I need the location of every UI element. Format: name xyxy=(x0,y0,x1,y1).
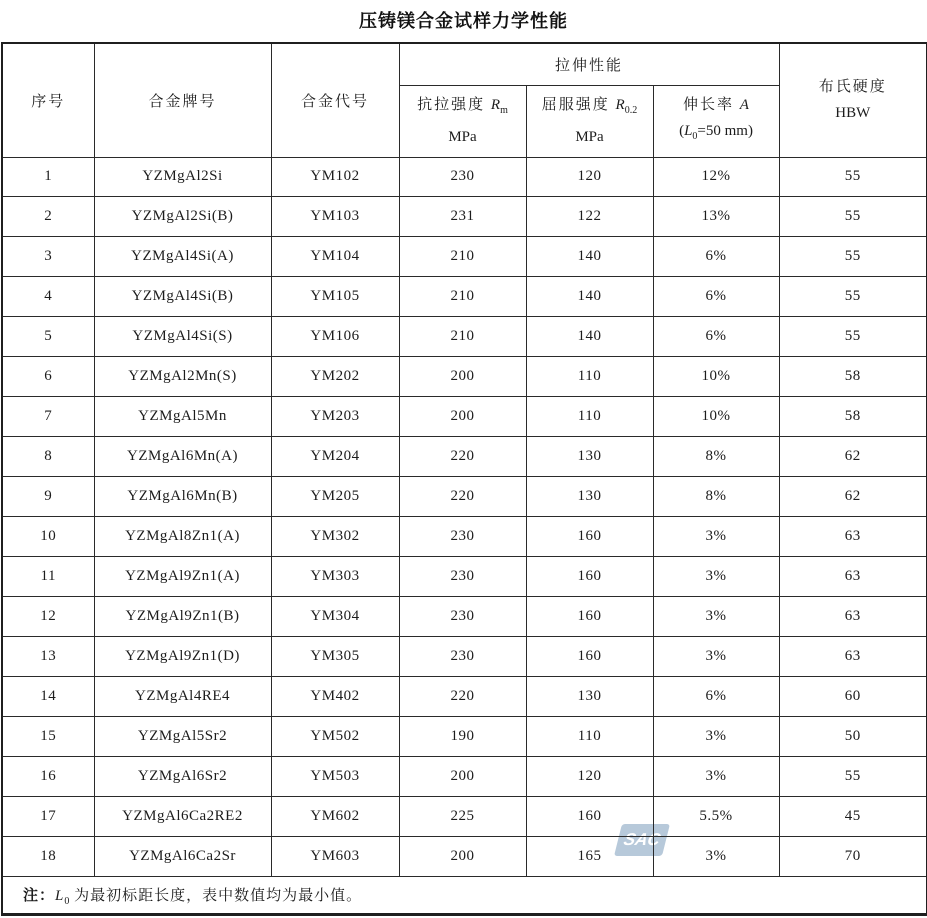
cell-serial: 9 xyxy=(2,477,94,517)
cell-grade: YZMgAl9Zn1(D) xyxy=(94,637,271,677)
cell-yield-strength: 130 xyxy=(526,437,653,477)
cell-tensile-strength: 220 xyxy=(399,437,526,477)
col-header-tensile-group: 拉伸性能 xyxy=(399,43,779,85)
cell-yield-strength: 122 xyxy=(526,197,653,237)
cell-elongation: 5.5% xyxy=(653,797,779,837)
tensile-strength-subscript: m xyxy=(500,105,508,116)
cell-grade: YZMgAl6Mn(B) xyxy=(94,477,271,517)
tensile-strength-unit: MPa xyxy=(448,129,477,145)
cell-code: YM205 xyxy=(271,477,399,517)
cell-hardness: 55 xyxy=(779,277,927,317)
cell-serial: 11 xyxy=(2,557,94,597)
cell-hardness: 63 xyxy=(779,597,927,637)
cell-hardness: 55 xyxy=(779,157,927,197)
cell-hardness: 62 xyxy=(779,437,927,477)
cell-tensile-strength: 230 xyxy=(399,597,526,637)
cell-tensile-strength: 200 xyxy=(399,757,526,797)
cell-code: YM602 xyxy=(271,797,399,837)
cell-code: YM603 xyxy=(271,836,399,876)
col-header-code: 合金代号 xyxy=(271,43,399,157)
col-header-hardness xyxy=(779,43,927,157)
table-row xyxy=(2,637,927,677)
yield-strength-unit: MPa xyxy=(575,129,604,145)
cell-hardness: 60 xyxy=(779,677,927,717)
table-row xyxy=(2,477,927,517)
cell-hardness: 63 xyxy=(779,517,927,557)
cell-code: YM502 xyxy=(271,717,399,757)
table-row xyxy=(2,277,927,317)
cell-hardness: 50 xyxy=(779,717,927,757)
cell-hardness: 55 xyxy=(779,237,927,277)
cell-tensile-strength: 210 xyxy=(399,317,526,357)
table-row xyxy=(2,237,927,277)
sac-watermark-text: SAC xyxy=(621,830,663,849)
cell-serial: 15 xyxy=(2,717,94,757)
cell-yield-strength: 110 xyxy=(526,397,653,437)
cell-grade: YZMgAl4Si(A) xyxy=(94,237,271,277)
cell-serial: 7 xyxy=(2,397,94,437)
table-row xyxy=(2,557,927,597)
cell-grade: YZMgAl9Zn1(B) xyxy=(94,597,271,637)
cell-serial: 8 xyxy=(2,437,94,477)
elongation-cond-subscript: 0 xyxy=(692,131,698,142)
cell-code: YM302 xyxy=(271,517,399,557)
cell-code: YM503 xyxy=(271,757,399,797)
cell-tensile-strength: 230 xyxy=(399,557,526,597)
cell-grade: YZMgAl2Si(B) xyxy=(94,197,271,237)
cell-grade: YZMgAl5Mn xyxy=(94,397,271,437)
note-symbol: L xyxy=(55,887,65,904)
cell-code: YM102 xyxy=(271,157,399,197)
cell-yield-strength: 160 xyxy=(526,557,653,597)
cell-serial: 14 xyxy=(2,677,94,717)
cell-tensile-strength: 225 xyxy=(399,797,526,837)
cell-hardness: 58 xyxy=(779,357,927,397)
cell-code: YM103 xyxy=(271,197,399,237)
elongation-cond-open: ( xyxy=(679,123,685,139)
cell-grade: YZMgAl4RE4 xyxy=(94,677,271,717)
table-row xyxy=(2,357,927,397)
cell-elongation: 10% xyxy=(653,357,779,397)
table-row xyxy=(2,757,927,797)
cell-yield-strength: 120 xyxy=(526,757,653,797)
cell-grade: YZMgAl4Si(S) xyxy=(94,317,271,357)
tensile-strength-label: 抗拉强度 xyxy=(417,97,486,113)
table-row xyxy=(2,597,927,637)
cell-elongation: 8% xyxy=(653,477,779,517)
table-row xyxy=(2,517,927,557)
elongation-label: 伸长率 xyxy=(683,97,735,113)
cell-elongation: 3% xyxy=(653,517,779,557)
cell-elongation: 12% xyxy=(653,157,779,197)
cell-hardness: 55 xyxy=(779,197,927,237)
cell-yield-strength: 130 xyxy=(526,677,653,717)
cell-tensile-strength: 200 xyxy=(399,836,526,876)
cell-elongation: 10% xyxy=(653,397,779,437)
cell-grade: YZMgAl6Ca2RE2 xyxy=(94,797,271,837)
cell-hardness: 55 xyxy=(779,317,927,357)
cell-code: YM402 xyxy=(271,677,399,717)
cell-elongation: 3% xyxy=(653,757,779,797)
cell-hardness: 63 xyxy=(779,557,927,597)
cell-code: YM303 xyxy=(271,557,399,597)
cell-grade: YZMgAl2Mn(S) xyxy=(94,357,271,397)
cell-elongation: 6% xyxy=(653,277,779,317)
cell-tensile-strength: 200 xyxy=(399,397,526,437)
cell-elongation: 3% xyxy=(653,597,779,637)
cell-hardness: 55 xyxy=(779,757,927,797)
cell-tensile-strength: 210 xyxy=(399,277,526,317)
cell-hardness: 45 xyxy=(779,797,927,837)
hardness-unit: HBW xyxy=(835,105,871,122)
cell-serial: 6 xyxy=(2,357,94,397)
cell-grade: YZMgAl8Zn1(A) xyxy=(94,517,271,557)
cell-elongation: 8% xyxy=(653,437,779,477)
cell-elongation: 6% xyxy=(653,317,779,357)
cell-elongation: 3% xyxy=(653,836,779,876)
cell-elongation: 13% xyxy=(653,197,779,237)
cell-grade: YZMgAl2Si xyxy=(94,157,271,197)
elongation-cond-symbol: L xyxy=(684,123,693,139)
cell-serial: 1 xyxy=(2,157,94,197)
cell-yield-strength: 160 xyxy=(526,797,653,837)
cell-serial: 5 xyxy=(2,317,94,357)
col-header-grade: 合金牌号 xyxy=(94,43,271,157)
cell-tensile-strength: 230 xyxy=(399,517,526,557)
note-subscript: 0 xyxy=(64,895,70,907)
note-text: 为最初标距长度，表中数值均为最小值。 xyxy=(69,887,363,904)
cell-tensile-strength: 200 xyxy=(399,357,526,397)
cell-code: YM202 xyxy=(271,357,399,397)
cell-grade: YZMgAl6Mn(A) xyxy=(94,437,271,477)
cell-code: YM105 xyxy=(271,277,399,317)
yield-strength-symbol: R xyxy=(615,97,625,113)
table-row xyxy=(2,797,927,837)
cell-tensile-strength: 220 xyxy=(399,477,526,517)
table-row xyxy=(2,157,927,197)
yield-strength-label: 屈服强度 xyxy=(541,97,610,113)
page-title: 压铸镁合金试样力学性能 xyxy=(359,11,568,31)
cell-grade: YZMgAl9Zn1(A) xyxy=(94,557,271,597)
cell-code: YM204 xyxy=(271,437,399,477)
cell-code: YM104 xyxy=(271,237,399,277)
note-label: 注： xyxy=(23,886,56,904)
col-header-elongation xyxy=(653,85,779,157)
yield-strength-subscript: 0.2 xyxy=(624,105,638,116)
cell-hardness: 70 xyxy=(779,836,927,876)
cell-yield-strength: 140 xyxy=(526,237,653,277)
cell-hardness: 58 xyxy=(779,397,927,437)
cell-elongation: 6% xyxy=(653,237,779,277)
table-row xyxy=(2,677,927,717)
cell-code: YM106 xyxy=(271,317,399,357)
cell-serial: 12 xyxy=(2,597,94,637)
cell-tensile-strength: 220 xyxy=(399,677,526,717)
cell-elongation: 6% xyxy=(653,677,779,717)
alloy-properties-table xyxy=(1,42,927,916)
col-header-serial: 序号 xyxy=(2,43,94,157)
cell-yield-strength: 110 xyxy=(526,357,653,397)
cell-grade: YZMgAl6Sr2 xyxy=(94,757,271,797)
cell-tensile-strength: 231 xyxy=(399,197,526,237)
cell-yield-strength: 130 xyxy=(526,477,653,517)
cell-hardness: 62 xyxy=(779,477,927,517)
tensile-strength-symbol: R xyxy=(490,97,501,113)
cell-yield-strength: 140 xyxy=(526,277,653,317)
elongation-symbol: A xyxy=(739,97,749,113)
table-row xyxy=(2,437,927,477)
cell-code: YM203 xyxy=(271,397,399,437)
cell-yield-strength: 140 xyxy=(526,317,653,357)
cell-grade: YZMgAl5Sr2 xyxy=(94,717,271,757)
cell-serial: 13 xyxy=(2,637,94,677)
cell-yield-strength: 160 xyxy=(526,517,653,557)
cell-serial: 16 xyxy=(2,757,94,797)
table-body xyxy=(2,157,927,877)
col-header-yield-strength xyxy=(526,85,653,157)
cell-tensile-strength: 230 xyxy=(399,637,526,677)
col-header-tensile-strength xyxy=(399,85,526,157)
cell-elongation: 3% xyxy=(653,717,779,757)
table-row xyxy=(2,836,927,876)
note-cell xyxy=(2,877,927,915)
cell-serial: 2 xyxy=(2,197,94,237)
cell-yield-strength: 160 xyxy=(526,597,653,637)
cell-grade: YZMgAl4Si(B) xyxy=(94,277,271,317)
cell-code: YM304 xyxy=(271,597,399,637)
table-row xyxy=(2,397,927,437)
cell-elongation: 3% xyxy=(653,557,779,597)
cell-elongation: 3% xyxy=(653,637,779,677)
note-row xyxy=(2,877,927,915)
cell-serial: 3 xyxy=(2,237,94,277)
table-row xyxy=(2,317,927,357)
cell-yield-strength: 165 xyxy=(526,836,653,876)
table-row xyxy=(2,197,927,237)
cell-grade: YZMgAl6Ca2Sr xyxy=(94,836,271,876)
cell-hardness: 63 xyxy=(779,637,927,677)
cell-tensile-strength: 210 xyxy=(399,237,526,277)
cell-yield-strength: 120 xyxy=(526,157,653,197)
elongation-cond-rest: =50 mm) xyxy=(697,123,753,139)
cell-serial: 17 xyxy=(2,797,94,837)
cell-tensile-strength: 190 xyxy=(399,717,526,757)
cell-yield-strength: 110 xyxy=(526,717,653,757)
cell-serial: 10 xyxy=(2,517,94,557)
cell-code: YM305 xyxy=(271,637,399,677)
cell-yield-strength: 160 xyxy=(526,637,653,677)
hardness-label: 布氏硬度 xyxy=(818,79,887,96)
cell-serial: 4 xyxy=(2,277,94,317)
cell-tensile-strength: 230 xyxy=(399,157,526,197)
table-row xyxy=(2,717,927,757)
cell-serial: 18 xyxy=(2,836,94,876)
